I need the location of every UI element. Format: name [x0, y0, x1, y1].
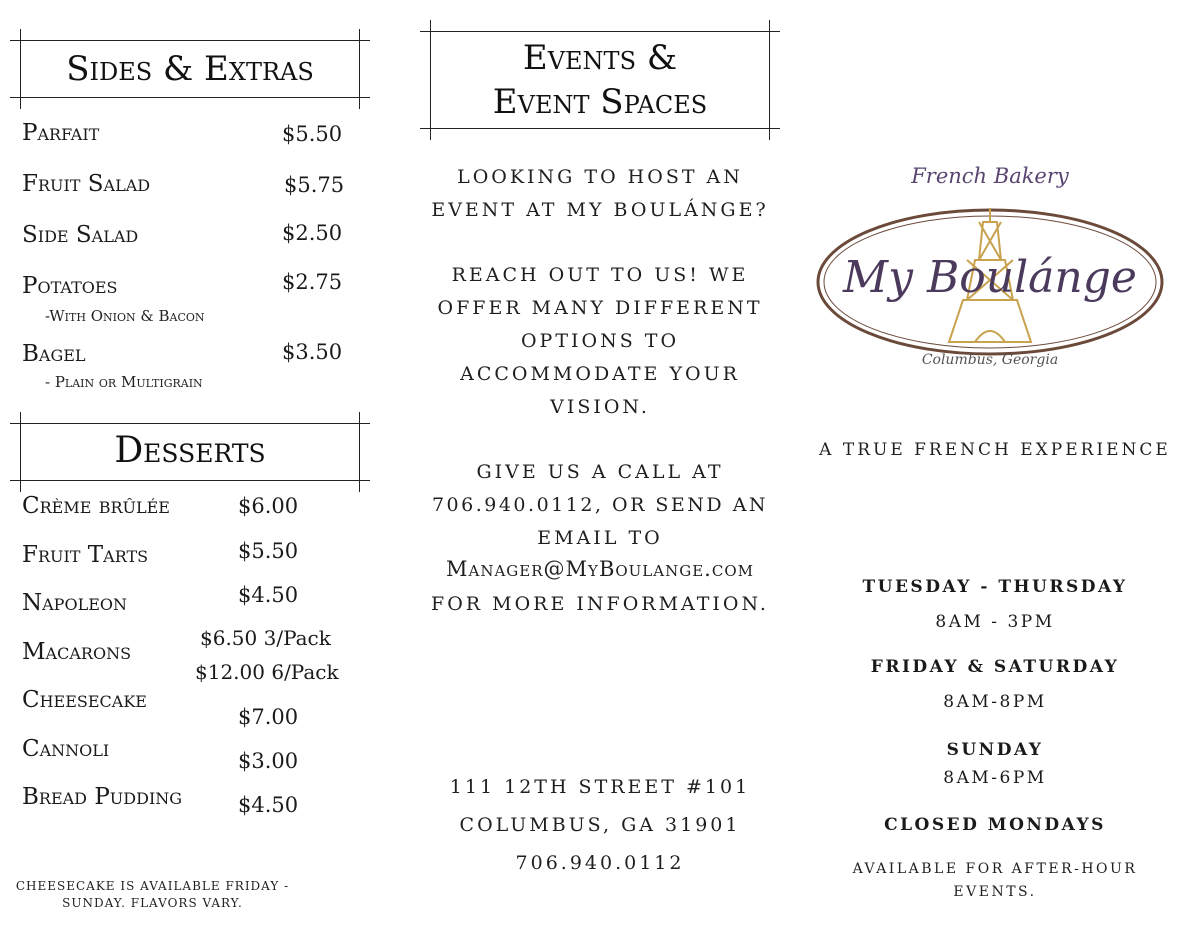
events-title-line-2: Event Spaces — [492, 82, 708, 122]
menu-item-name: Cheesecake — [22, 687, 147, 713]
menu-item-price: $5.75 — [284, 173, 345, 197]
hours-time: 8AM-8PM — [943, 692, 1047, 712]
menu-item-name: Fruit Tarts — [22, 542, 149, 568]
hours-time: 8AM-6PM — [943, 768, 1047, 788]
events-text: ACCOMMODATE YOUR — [460, 363, 740, 385]
menu-item-name: Cannoli — [22, 736, 110, 762]
events-text: REACH OUT TO US! WE — [451, 264, 749, 286]
hours-days: FRIDAY & SATURDAY — [870, 657, 1120, 677]
menu-item-note: - Plain or Multigrain — [45, 373, 203, 391]
menu-item-price: $7.00 — [238, 705, 299, 729]
sides-title: Sides & Extras — [66, 49, 314, 89]
sides-header-frame — [20, 40, 360, 98]
events-text: LOOKING TO HOST AN — [457, 166, 743, 188]
menu-item-name: Bagel — [22, 341, 86, 367]
menu-item-price: $3.00 — [238, 749, 299, 773]
after-hours-line-1: AVAILABLE FOR AFTER-HOUR — [852, 861, 1138, 877]
menu-item-price: $2.75 — [282, 270, 343, 294]
events-text: GIVE US A CALL AT — [476, 461, 724, 483]
address-line-2: COLUMBUS, GA 31901 — [459, 814, 741, 836]
after-hours-line-2: EVENTS. — [953, 884, 1037, 900]
events-phone-text: 706.940.0112, OR SEND AN — [431, 494, 769, 516]
menu-item-name: Macarons — [22, 639, 132, 665]
menu-item-price: $2.50 — [282, 221, 343, 245]
menu-item-name: Parfait — [22, 120, 100, 146]
menu-item-name: Napoleon — [22, 590, 127, 616]
bakery-logo — [815, 160, 1165, 380]
menu-item-note: -With Onion & Bacon — [45, 307, 205, 325]
menu-item-price: $3.50 — [282, 340, 343, 364]
menu-item-price: $4.50 — [238, 793, 299, 817]
menu-item-price-secondary: $12.00 6/Pack — [195, 660, 339, 684]
events-text: EVENT AT MY BOULÁNGE? — [431, 199, 769, 221]
events-header-frame — [430, 31, 770, 129]
events-email-link[interactable]: Manager@MyBoulange.com — [446, 557, 754, 581]
hours-time: 8AM - 3PM — [935, 612, 1055, 632]
hours-days: SUNDAY — [946, 740, 1044, 760]
menu-item-name: Bread Pudding — [22, 784, 183, 810]
desserts-footnote-line-2: SUNDAY. FLAVORS VARY. — [62, 896, 243, 910]
events-title-line-1: Events & — [522, 38, 678, 78]
hours-closed: CLOSED MONDAYS — [884, 815, 1106, 835]
menu-item-price: $6.00 — [238, 494, 299, 518]
desserts-header-frame — [20, 423, 360, 481]
menu-item-price: $5.50 — [238, 539, 299, 563]
desserts-footnote-line-1: CHEESECAKE IS AVAILABLE FRIDAY - — [15, 879, 290, 893]
events-text: VISION. — [550, 396, 650, 418]
menu-item-price: $5.50 — [282, 122, 343, 146]
logo-name-text: My Boulánge — [843, 252, 1137, 303]
desserts-title: Desserts — [114, 430, 266, 471]
events-text: EMAIL TO — [537, 527, 663, 549]
menu-item-price: $6.50 3/Pack — [200, 626, 331, 650]
events-text: FOR MORE INFORMATION. — [431, 593, 769, 615]
phone-number[interactable]: 706.940.0112 — [515, 852, 685, 874]
hours-days: TUESDAY - THURSDAY — [862, 577, 1128, 597]
logo-top-text: French Bakery — [911, 164, 1069, 188]
menu-item-name: Fruit Salad — [22, 171, 151, 197]
menu-item-name: Side Salad — [22, 222, 139, 248]
tagline: A TRUE FRENCH EXPERIENCE — [819, 440, 1171, 460]
menu-item-name: Crème brûlée — [22, 493, 170, 519]
events-text: OPTIONS TO — [520, 330, 680, 352]
address-line-1: 111 12TH STREET #101 — [449, 776, 751, 798]
events-text: OFFER MANY DIFFERENT — [437, 297, 763, 319]
logo-bottom-text: Columbus, Georgia — [921, 352, 1059, 368]
menu-item-name: Potatoes — [22, 273, 118, 299]
menu-item-price: $4.50 — [238, 583, 299, 607]
